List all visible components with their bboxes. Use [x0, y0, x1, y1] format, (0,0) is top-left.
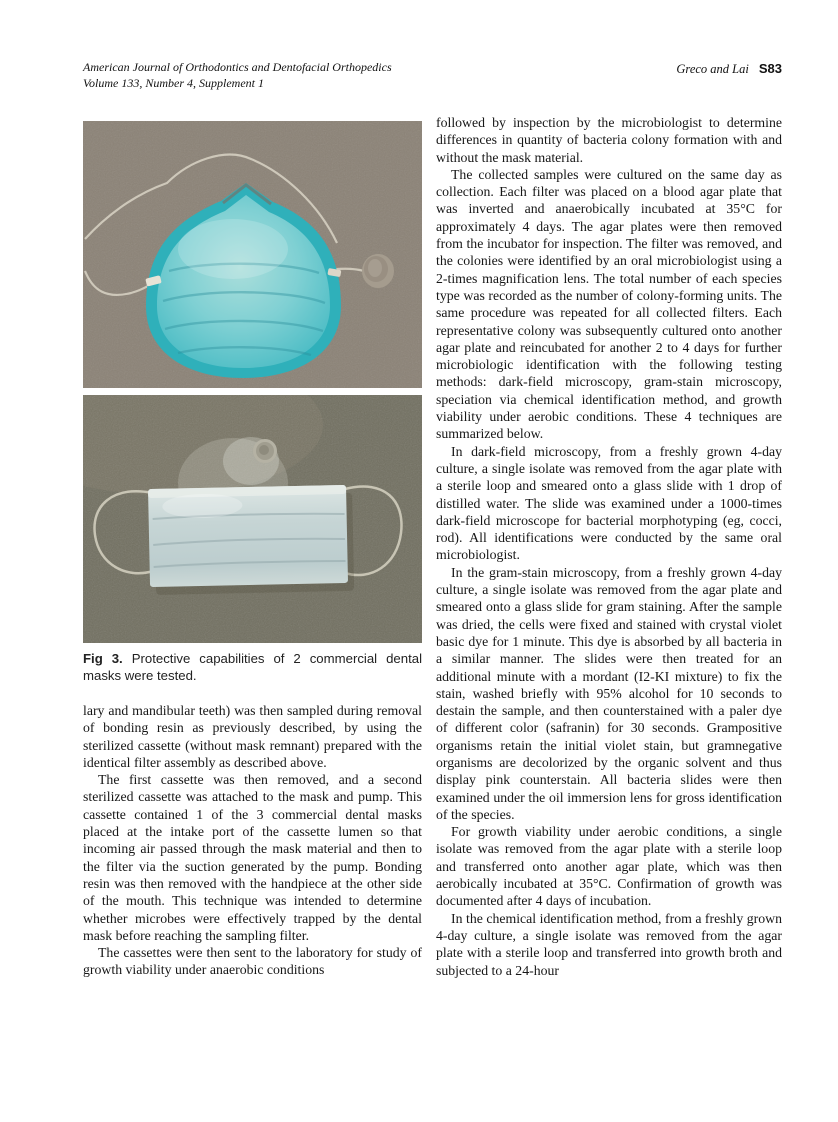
left-column-text	[83, 702, 422, 979]
page-number: S83	[758, 61, 782, 76]
coin	[253, 439, 277, 463]
paragraph: The collected samples were cultured on the same day as collection. Each filter was placed on a blood agar plate that was inverted and anaerobically incubated at 35°C for approximately 4 days. The agar plates were then removed from the incubator for inspection. The filter was removed, and the colonies were identified by an oral microbiologist using a 2-times magnification lens. The total number of each species type was recorded as the number of colony-forming units. The same procedure was repeated for all collected filters. Each representative colony was subsequently cultured onto another agar plate and reincubated for another 2 to 4 days for further microbiologic identification with the following testing methods: dark-field microscopy, gram-stain microscopy, speciation via chemical identification method, and growth viability under aerobic conditions. These 4 techniques are summarized below.	[436, 166, 782, 442]
paragraph: In dark-field microscopy, from a freshly grown 4-day culture, a single isolate was removed from the agar plate with a sterile loop and smeared onto a glass slide with 1 drop of distilled water. The slide was examined under a 1000-times dark-field microscope for bacterial morphotyping (eg, cocci, rod). All identifications were conducted by the same oral microbiologist.	[436, 443, 782, 563]
coin	[362, 254, 394, 288]
journal-title: American Journal of Orthodontics and Dentofacial Orthopedics	[83, 60, 392, 74]
paragraph: In the chemical identification method, from a freshly grown 4-day culture, a single isolate was removed from the agar plate with a sterile loop and transferred into growth broth and subjected to a 24-hour	[436, 910, 782, 978]
figure3-caption	[83, 651, 422, 685]
journal-volume-line: Volume 133, Number 4, Supplement 1	[83, 75, 264, 90]
paragraph: In the gram-stain microscopy, from a freshly grown 4-day culture, a single isolate was removed from the agar plate and smeared onto a glass slide for gram staining. After the sample was dried, the cells were fixed and stained with crystal violet basic dye for 1 minute. This dye is absorbed by all bacteria in a similar manner. The slides were then treated for an additional minute with a mordant (I2-KI mixture) to fix the stain, washed briefly with 95% alcohol for 10 seconds to destain the sample, and then counterstained with a paler dye of different color (safranin) for 30 seconds. Grampositive organisms retain the initial violet stain, but gramnegative organisms are decolorized by the organic solvent and thus display pink counterstain. All bacteria slides were then examined under the oil immersion lens for gross identification of the species.	[436, 564, 782, 822]
figure3-photo-top-cone-mask	[83, 121, 422, 388]
paragraph: For growth viability under aerobic conditions, a single isolate was removed from the agar plate with a sterile loop and transferred onto another agar plate, which was then aerobically incubated at 35°C. Confirmation of growth was documented after 4 days of incubation.	[436, 824, 782, 909]
figure3-photo-bottom-surgical-mask	[83, 395, 422, 643]
paragraph: The first cassette was then removed, and a second sterilized cassette was attached to the mask and pump. This cassette contained 1 of the 3 commercial dental masks placed at the intake port of the cassette lumen so that incoming air passed through the mask material and then to the filter via the suction generated by the pump. Bonding resin was then removed with the handpiece at the other side of the mouth. This technique was intended to determine whether microbes were effectively trapped by the dental mask before reaching the sampling filter.	[83, 772, 422, 943]
surgical-mask-body	[148, 485, 354, 595]
right-column-text	[436, 114, 782, 979]
figure3-caption-text: Protective capabilities of 2 commercial dental masks were tested.	[83, 651, 422, 683]
running-head-authors: Greco and Lai	[676, 62, 749, 76]
paragraph: followed by inspection by the microbiologist to determine differences in quantity of bacteria colony formation with and without the mask material.	[436, 115, 782, 165]
paragraph: lary and mandibular teeth) was then sampled during removal of bonding resin as previously described, by using the sterilized cassette (without mask remnant) prepared with the identical filter assembly as described above.	[83, 703, 422, 770]
paragraph: The cassettes were then sent to the laboratory for study of growth viability under anaerobic conditions	[83, 945, 422, 978]
running-head	[83, 60, 782, 91]
figure3-caption-label: Fig 3.	[83, 651, 123, 666]
figure3-block	[83, 121, 422, 685]
